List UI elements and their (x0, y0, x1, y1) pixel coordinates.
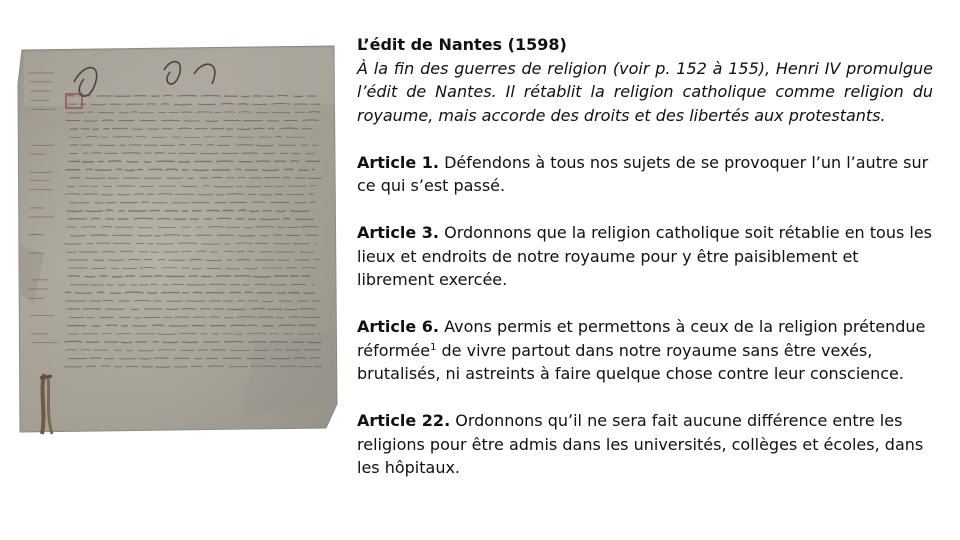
manuscript-parchment-icon (4, 44, 340, 436)
article-3-label: Article 3. (357, 223, 440, 242)
article-22-text: Ordonnons qu’il ne sera fait aucune différence entre les religions pour être admis dans les universités, collèges et écoles, dans les hôpitaux. (357, 411, 924, 477)
article-6-text-before: Avons permis et permettons à ceux de la religion prétendue réformée (357, 317, 926, 360)
edict-text-block (357, 33, 933, 480)
footnote-mark: 1 (430, 341, 437, 353)
article-6 (357, 315, 933, 386)
document-title: L’édit de Nantes (1598) (357, 35, 567, 54)
manuscript-image (4, 44, 340, 436)
article-22-label: Article 22. (357, 411, 451, 430)
article-22 (357, 409, 933, 480)
intro-paragraph: À la fin des guerres de religion (voir p. 152 à 155), Henri IV promulgue l’édit de Nantes. Il rétablit la religion catholique comme religion du royaume, mais accorde des droits et des libertés aux protestants. (357, 58, 933, 125)
article-1-label: Article 1. (357, 152, 440, 172)
article-6-text-after: de vivre partout dans notre royaume sans être vexés, brutalisés, ni astreints à faire quelque chose contre leur conscience. (357, 340, 904, 383)
article-6-label: Article 6. (357, 317, 440, 336)
article-3-text: Ordonnons que la religion catholique soit rétablie en tous les lieux et endroits de notre royaume pour y être paisiblement et librement exercée. (357, 223, 933, 289)
article-3 (357, 221, 933, 292)
article-1 (357, 151, 933, 198)
article-1-text: Défendons à tous nos sujets de se provoquer l’un l’autre sur ce qui s’est passé. (357, 152, 929, 195)
